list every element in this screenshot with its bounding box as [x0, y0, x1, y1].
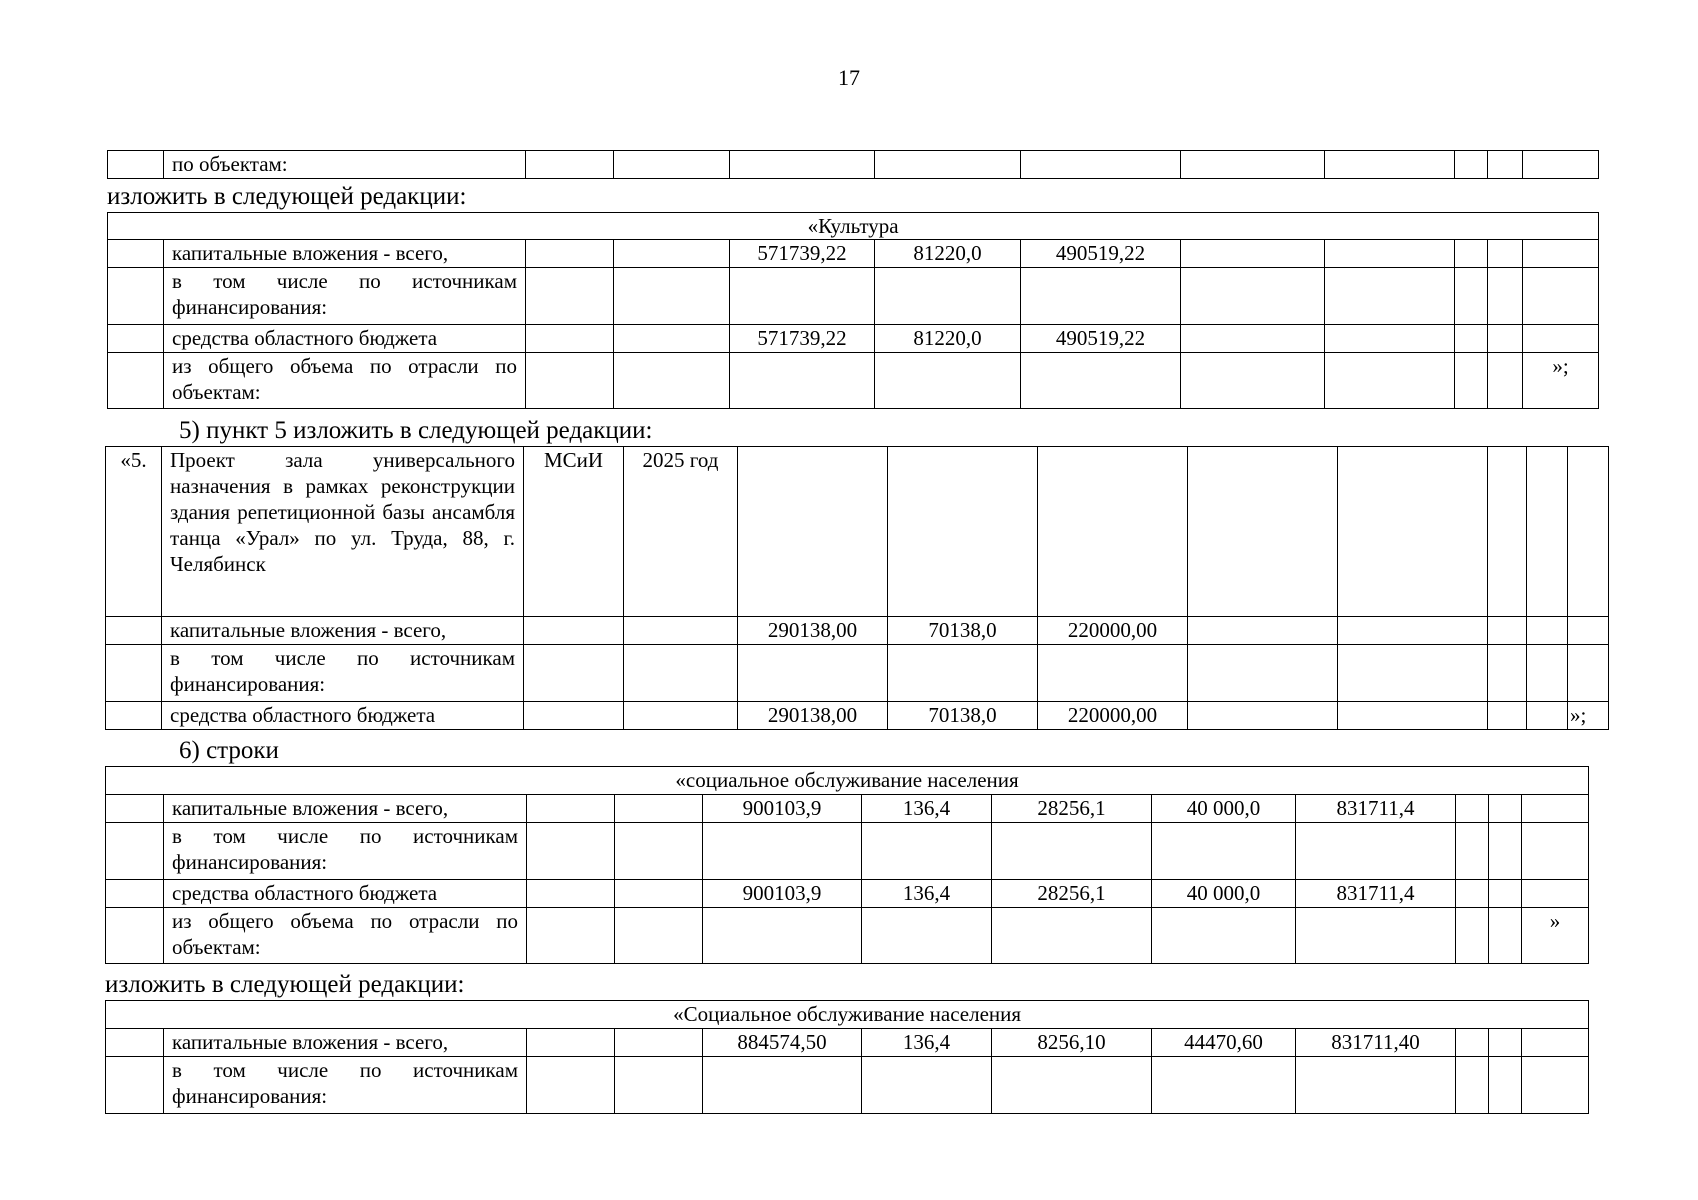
table-cell [1338, 617, 1488, 645]
table-cell [1296, 823, 1456, 880]
table-cell [738, 645, 888, 702]
table-cell [1338, 645, 1488, 702]
value-cell: 490519,22 [1021, 240, 1181, 268]
table-cell [524, 617, 624, 645]
table-cell [1527, 645, 1568, 702]
object-name: Проект зала универсального назначения в рамках реконструкции здания репетиционной базы ансамбля танца «Урал» по ул. Труда, 88, г. Челябинск [162, 447, 524, 617]
table-cell [862, 823, 992, 880]
table-cell [1489, 795, 1522, 823]
table-cell [615, 795, 703, 823]
table-cell [1152, 908, 1296, 964]
value-cell: 290138,00 [738, 702, 888, 730]
value-cell: 136,4 [862, 880, 992, 908]
table-cell [614, 268, 730, 325]
table-cell [1325, 240, 1455, 268]
table-cell [615, 1057, 703, 1114]
table-cell [526, 240, 614, 268]
table-cell [1488, 268, 1523, 325]
table-social-new [105, 1000, 1589, 1114]
table-cell [992, 1057, 1152, 1114]
table-cell [1523, 151, 1599, 179]
table-cell [624, 617, 738, 645]
table-cell [1455, 268, 1488, 325]
row-label: по объектам: [164, 151, 526, 179]
table-cell [614, 325, 730, 353]
table-cell [527, 823, 615, 880]
table-cell [527, 880, 615, 908]
value-cell: 28256,1 [992, 795, 1152, 823]
table-cell [1568, 617, 1609, 645]
table-cell [106, 617, 162, 645]
table-cell [1489, 823, 1522, 880]
table-cell [1152, 1057, 1296, 1114]
caption-4: изложить в следующей редакции: [105, 971, 465, 998]
table-fragment [107, 150, 1599, 179]
table-cell [108, 240, 164, 268]
table-cell [1188, 617, 1338, 645]
table-cell [1488, 645, 1527, 702]
table-cell [1455, 240, 1488, 268]
value-cell: 831711,4 [1296, 795, 1456, 823]
table-item-5 [105, 446, 1609, 730]
table-cell [106, 908, 164, 964]
table-cell [1152, 823, 1296, 880]
table-cell [527, 1057, 615, 1114]
row-label: из общего объема по отрасли по объектам: [164, 353, 526, 409]
table-cell [730, 268, 875, 325]
table-cell [1488, 240, 1523, 268]
table-cell [1338, 702, 1488, 730]
table-cell [1325, 353, 1455, 409]
table-cell [730, 151, 875, 179]
table-cell [1188, 702, 1338, 730]
table-cell [1523, 240, 1599, 268]
table-cell [1523, 325, 1599, 353]
table-cell [527, 1029, 615, 1057]
table-culture [107, 212, 1599, 409]
table-cell [1038, 645, 1188, 702]
table-cell [1527, 617, 1568, 645]
table-cell [526, 151, 614, 179]
table-cell [615, 1029, 703, 1057]
table-cell [1455, 151, 1488, 179]
table-cell [730, 353, 875, 409]
value-cell: 40 000,0 [1152, 795, 1296, 823]
value-cell: 136,4 [862, 795, 992, 823]
section-header: «Социальное обслуживание населения [106, 1001, 1589, 1029]
table-cell [703, 823, 862, 880]
value-cell: 831711,4 [1296, 880, 1456, 908]
row-label: в том числе по источникам финансирования: [164, 268, 526, 325]
row-label: капитальные вложения - всего, [164, 240, 526, 268]
table-cell [1527, 702, 1568, 730]
row-label: в том числе по источникам финансирования: [164, 823, 527, 880]
table-cell [106, 880, 164, 908]
table-cell [1527, 447, 1568, 617]
table-cell [106, 795, 164, 823]
table-cell [1523, 268, 1599, 325]
table-cell [614, 151, 730, 179]
table-cell [1181, 240, 1325, 268]
table-cell [1488, 325, 1523, 353]
table-cell [862, 1057, 992, 1114]
table-cell [524, 645, 624, 702]
value-cell: 8256,10 [992, 1029, 1152, 1057]
section-header: «социальное обслуживание населения [106, 767, 1589, 795]
table-cell [1489, 908, 1522, 964]
table-cell [106, 645, 162, 702]
row-label: средства областного бюджета [162, 702, 524, 730]
row-label: средства областного бюджета [164, 325, 526, 353]
value-cell: 220000,00 [1038, 702, 1188, 730]
value-cell: 900103,9 [703, 795, 862, 823]
value-cell: 884574,50 [703, 1029, 862, 1057]
table-cell [527, 908, 615, 964]
value-cell: 290138,00 [738, 617, 888, 645]
table-cell [703, 908, 862, 964]
value-cell: 70138,0 [888, 702, 1038, 730]
row-label: средства областного бюджета [164, 880, 527, 908]
table-cell [1181, 151, 1325, 179]
table-cell [1488, 617, 1527, 645]
closing-quote: »; [1523, 353, 1599, 409]
value-cell: 44470,60 [1152, 1029, 1296, 1057]
value-cell: 81220,0 [875, 240, 1021, 268]
page-number: 17 [838, 65, 860, 90]
table-cell [1488, 702, 1527, 730]
table-cell [1188, 645, 1338, 702]
table-cell [888, 645, 1038, 702]
table-cell [614, 353, 730, 409]
table-cell [1489, 880, 1522, 908]
table-cell [527, 795, 615, 823]
table-cell [1522, 795, 1589, 823]
table-cell [1181, 325, 1325, 353]
value-cell: 28256,1 [992, 880, 1152, 908]
table-cell [1456, 1029, 1489, 1057]
table-cell [1568, 447, 1609, 617]
table-cell [1456, 908, 1489, 964]
table-cell [1522, 880, 1589, 908]
table-cell [1522, 1029, 1589, 1057]
row-label: капитальные вложения - всего, [164, 1029, 527, 1057]
table-cell [875, 353, 1021, 409]
table-cell [1181, 353, 1325, 409]
table-cell [106, 823, 164, 880]
table-cell [526, 268, 614, 325]
table-cell [1188, 447, 1338, 617]
table-cell [108, 268, 164, 325]
table-cell [615, 823, 703, 880]
table-cell [1325, 151, 1455, 179]
table-cell [1488, 353, 1523, 409]
table-cell [1325, 325, 1455, 353]
table-cell [1038, 447, 1188, 617]
table-cell [1021, 353, 1181, 409]
table-cell [615, 880, 703, 908]
table-cell [1522, 1057, 1589, 1114]
row-label: в том числе по источникам финансирования: [162, 645, 524, 702]
table-cell [1488, 151, 1523, 179]
table-cell [1568, 645, 1609, 702]
row-label: из общего объема по отрасли по объектам: [164, 908, 527, 964]
table-cell [703, 1057, 862, 1114]
value-cell: 831711,40 [1296, 1029, 1456, 1057]
closing-quote: » [1522, 908, 1589, 964]
table-social-old [105, 766, 1589, 964]
value-cell: 571739,22 [730, 240, 875, 268]
caption-3: 6) строки [179, 737, 279, 764]
table-cell [1296, 1057, 1456, 1114]
table-cell [1522, 823, 1589, 880]
value-cell: 220000,00 [1038, 617, 1188, 645]
table-cell [1021, 151, 1181, 179]
cell-empty [108, 151, 164, 179]
table-cell [888, 447, 1038, 617]
value-cell: 81220,0 [875, 325, 1021, 353]
table-cell [106, 1029, 164, 1057]
caption-2: 5) пункт 5 изложить в следующей редакции: [179, 417, 653, 444]
table-cell [1489, 1029, 1522, 1057]
value-cell: 70138,0 [888, 617, 1038, 645]
table-cell [614, 240, 730, 268]
table-cell [1325, 268, 1455, 325]
table-cell [615, 908, 703, 964]
item-number: «5. [106, 447, 162, 617]
table-cell [106, 1057, 164, 1114]
row-label: в том числе по источникам финансирования: [164, 1057, 527, 1114]
table-cell [862, 908, 992, 964]
value-cell: 900103,9 [703, 880, 862, 908]
row-label: капитальные вложения - всего, [164, 795, 527, 823]
table-cell [1455, 325, 1488, 353]
table-cell [1456, 795, 1489, 823]
table-cell [992, 823, 1152, 880]
caption-1: изложить в следующей редакции: [107, 183, 467, 210]
value-cell: 571739,22 [730, 325, 875, 353]
table-cell [526, 353, 614, 409]
value-cell: 40 000,0 [1152, 880, 1296, 908]
table-cell [106, 702, 162, 730]
table-cell [108, 353, 164, 409]
table-cell [1489, 1057, 1522, 1114]
closing-quote: »; [1568, 702, 1609, 730]
table-cell [1181, 268, 1325, 325]
table-cell [624, 702, 738, 730]
table-cell [738, 447, 888, 617]
table-cell [1296, 908, 1456, 964]
table-cell [1456, 823, 1489, 880]
table-cell [1488, 447, 1527, 617]
table-cell [1456, 880, 1489, 908]
year: 2025 год [624, 447, 738, 617]
value-cell: 490519,22 [1021, 325, 1181, 353]
table-cell [624, 645, 738, 702]
table-cell [524, 702, 624, 730]
table-cell [992, 908, 1152, 964]
table-cell [875, 151, 1021, 179]
section-header: «Культура [108, 213, 1599, 240]
table-cell [526, 325, 614, 353]
value-cell: 136,4 [862, 1029, 992, 1057]
table-cell [108, 325, 164, 353]
table-cell [1456, 1057, 1489, 1114]
table-cell [875, 268, 1021, 325]
row-label: капитальные вложения - всего, [162, 617, 524, 645]
table-cell [1455, 353, 1488, 409]
customer: МСиИ [524, 447, 624, 617]
table-cell [1021, 268, 1181, 325]
table-cell [1338, 447, 1488, 617]
